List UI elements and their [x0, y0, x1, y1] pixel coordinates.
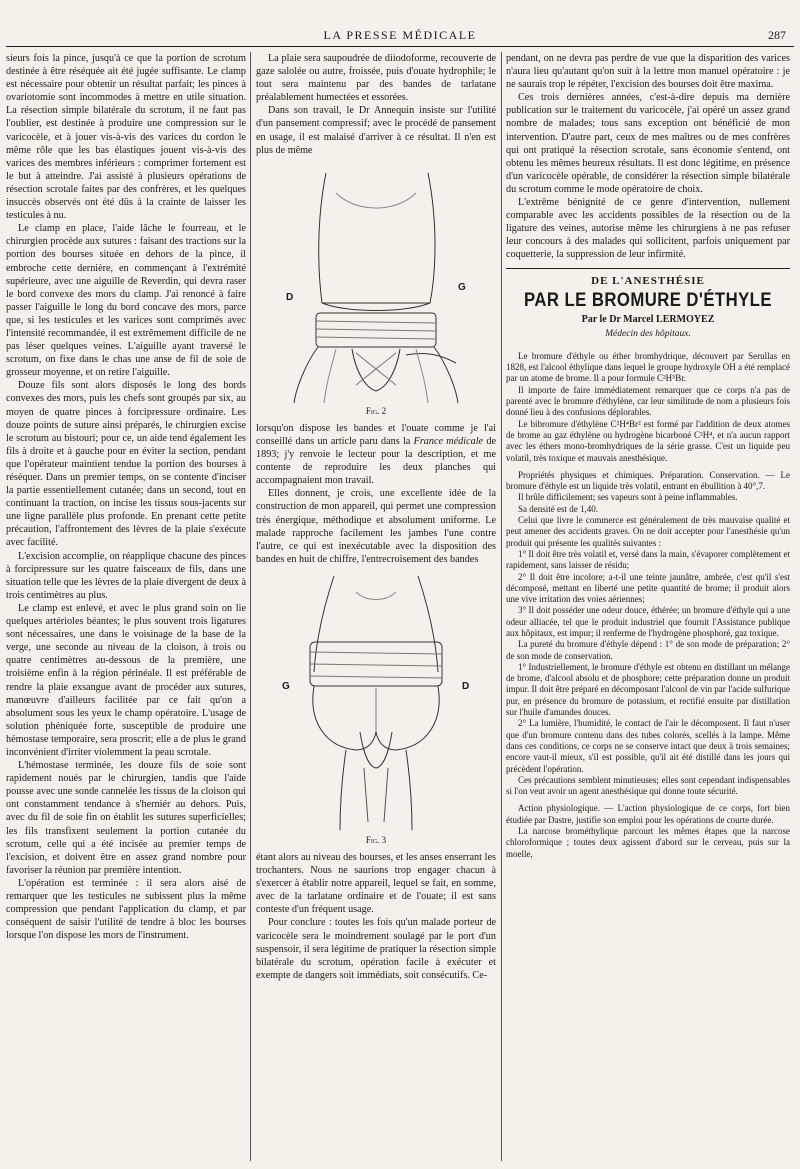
paragraph: Le bromure d'éthyle ou éther bromhydrique, découvert par Serullas en 1828, est l'alcool éthylique dans lequel le groupe hydroxyle OH a été remplacé par un atome de brome. Il a pour formule C²H⁵Br.: [506, 350, 790, 384]
article-body: [506, 351, 790, 860]
running-header: [0, 28, 800, 48]
paragraph: Le clamp en place, l'aide lâche le fourreau, et le chirurgien procède aux sutures : faisant des tractions sur la portion des bourses située en dehors de la pince, il embroche cette dernière, en commençant à l'extrémité supérieure, avec une aiguille de Reverdin, qui devra raser le bord convexe des mors du clamp. J'ai renoncé à faire passer l'aiguille le long du bord concave des mors, parce que, si les testicules et les varices sont comprimés avec l'intensité recommandée, il est extrêmement difficile de ne pas léser quelques veines. L'aiguille ayant traversé le scrotum, on fixe dans le chas une anse de fil de soie de grosseur moyenne, et on retire l'aiguille.: [6, 223, 246, 379]
paragraph: Il importe de faire immédiatement remarquer que ce corps n'a pas de parenté avec le bromure d'éthylène, car leur similitude de nom a plusieurs fois donné lieu à des confusions déplorables.: [506, 384, 790, 418]
column-1: [6, 52, 246, 1157]
journal-title: LA PRESSE MÉDICALE: [323, 28, 477, 42]
paragraph: sieurs fois la pince, jusqu'à ce que la portion de scrotum destinée à être réséquée ait été jugée suffisante. Le clamp est nécessaire pour obtenir un résultat parfait; les pinces à ovariotomie sont incommodes à mettre en utile situation. La résection simple bilatérale du scrotum, il ne faut pas l'oublier, est destinée à produire une compression sur le varicocèle, et à jouer vis-à-vis des varices du cordon le même rôle que les bas élastiques jouent vis-à-vis des varices des membres inférieurs : comprimer fortement est le but à atteindre. J'ai assisté à plusieurs opérations de résection scrotale faites par des confrères, et les quelques insuccès observés ont été dûs à la crainte de laisser les testicules à nu.: [6, 53, 246, 222]
paragraph: Il brûle difficilement; ses vapeurs sont à peine inflammables.: [518, 492, 738, 503]
paragraph-text: lorsqu'on dispose les bandes et l'ouate comme je l'ai conseillé dans un article paru dans la: [256, 422, 496, 447]
paragraph: L'excision accomplie, on réapplique chacune des pinces à forcipressure sur les quatre faisceaux de fils, dans une situation telle que les lèvres de la plaie divergent de deux à trois centimètres au plus.: [6, 550, 246, 601]
paragraph: [256, 422, 496, 487]
paragraph: La pureté du bromure d'éthyle dépend : 1° de son mode de préparation; 2° de son mode de conservation.: [506, 639, 790, 661]
paragraph: 2° La lumière, l'humidité, le contact de l'air le décomposent. Il faut n'user que d'un bromure contenu dans des tubes colorés, scellés à la lampe. Même dans ces conditions, ce corps ne se conserve intact que deux à trois semaines; encore vaut-il mieux, s'il est possible, qu'il ait été distillé dans les jours qui précèdent l'opération.: [506, 718, 790, 774]
figure-3-label-right: D: [462, 680, 470, 692]
paragraph: Action physiologique. — L'action physiologique de ce corps, fort bien étudiée par Dastre, justifie son emploi pour les opérations de courte durée.: [506, 803, 790, 825]
page-number: 287: [768, 28, 786, 42]
paragraph: 2° Il doit être incolore; a-t-il une teinte jaunâtre, ambrée, c'est qu'il s'est décomposé, mettant en liberté une petite quantité de brome; il produit alors une vive irritation des voies aériennes;: [506, 571, 790, 605]
column-divider-right: [501, 52, 502, 1161]
article-title: PAR LE BROMURE D'ÉTHYLE: [524, 289, 772, 311]
paragraph: Dans son travail, le Dr Annequin insiste sur l'utilité d'un pansement compressif; avec le procédé de pansement en usage, il est malaisé d'arriver à ce résultat. Il n'en est plus de même: [256, 105, 496, 156]
column-divider-left: [250, 52, 251, 1161]
paragraph: Ces précautions semblent minutieuses; elles sont cependant indispensables si l'on veut avoir un agent anesthésique qui donne toute sécurité.: [506, 774, 790, 797]
paragraph: La plaie sera saupoudrée de diiodoforme, recouverte de gaze salolée ou autre, froissée, puis d'ouate hydrophile; le tout sera maintenu par des bandes de tarlatane préalablement humectées et essorées.: [256, 53, 496, 104]
paragraph: Ces trois dernières années, c'est-à-dire depuis ma dernière publication sur le traitement du varicocèle, j'ai opéré un assez grand nombre de malades; tous sans exception ont bénéficié de mon intervention. D'autre part, ceux de mes maîtres ou de mes confrères qui ont pratiqué la résection scrotale, sans économie s'entend, ont obtenu les mêmes heureux résultats. Il est donc légitime, en présence d'un varicocèle opérable, de considérer la résection simple bilatérale du scrotum comme le mode opératoire de choix.: [506, 92, 790, 195]
paragraph: Le bibromure d'éthylène C²H⁴Br² est formé par l'addition de deux atomes de brome au gaz éthylène ou hydrogène bicarboné C²H⁴, et n'a aucun rapport avec les éthers mono-bromhydriques de la série grasse. C'est un liquide peu volatil, très toxique et mauvais anesthésique.: [506, 418, 790, 463]
paragraph: 3° Il doit posséder une odeur douce, éthérée; un bromure d'éthyle qui a une odeur alliacée, tel que le produit industriel que fournit l'Assistance publique aux hôpitaux, est impur; il renferme de l'hydrogène phosphoré, gaz toxique.: [506, 605, 790, 638]
paragraph: La narcose brométhylique parcourt les mêmes étapes que la narcose chloroformique ; toutes deux agissent d'abord sur le cerveau, puis sur la moelle,: [506, 826, 790, 859]
figure-3-label-left: G: [282, 680, 290, 692]
paragraph: 1° Il doit être très volatil et, versé dans la main, s'évaporer complètement et rapidement, sans laisser de résidu;: [506, 548, 790, 571]
figure-3-caption: Fig. 3: [365, 834, 387, 845]
paragraph: Le clamp est enlevé, et avec le plus grand soin on lie quelques artérioles béantes; le plus souvent trois ligatures sont nécessaires, une dans le voisinage de la base de la verge, une seconde au niveau de la cloison, à trois ou quatre centimètres au-dessous de la première, une troisième enfin à la région périnéale. Il est préférable de rendre la plaie exsangue avant de procéder aux sutures, manœuvre d'ailleurs facilitée par ce fait qu'on a absolument sous les yeux le champ opératoire. L'usage de solution phéniquée forte, susceptible de produire une hémostase temporaire, sera proscrit; elle a de plus le grand inconvénient d'irriter violemment la peau scrotale.: [6, 602, 246, 758]
figure-3-illustration: [256, 572, 496, 832]
paragraph: Sa densité est de 1,40.: [518, 503, 598, 514]
paragraph: Celui que livre le commerce est généralement de très mauvaise qualité et peut amener des accidents graves. On ne doit accepter pour l'anesthésie qu'un produit qui présente les qualités suivantes :: [506, 515, 790, 548]
paragraph: pendant, on ne devra pas perdre de vue que la disparition des varices n'aura lieu qu'autant qu'on suit à la lettre mon manuel opératoire : je ne saurais trop le répéter, l'excision des bourses doit être maxima.: [506, 53, 790, 91]
column-3: [506, 52, 790, 1157]
column-2: [256, 52, 496, 1157]
header-rule: [6, 46, 794, 47]
figure-2-caption: Fig. 2: [365, 405, 387, 416]
paragraph: Propriétés physiques et chimiques. Préparation. Conservation. — Le bromure d'éthyle est un liquide très volatil, entrant en ébullition à 40°,7.: [506, 469, 790, 492]
figure-3: [256, 572, 496, 847]
journal-reference: France médicale: [413, 435, 484, 447]
paragraph: Douze fils sont alors disposés le long des bords convexes des mors, puis les chefs sont groupés par six, au moyen de quatre pinces à forcipressure ordinaire. Les douze points de suture ainsi préparés, le chirurgien excise le scrotum au bistouri; pour ce, un aide tend également les fils à droite et à gauche pour en éviter la section, pendant que l'opérateur maintient tendue la portion des bourses à réséquer. Dans un premier temps, on se contente d'inciser la partie essentiellement cutanée; dans un second, tout en continuant la traction, on incise les tissus sous-jacents sur une ligne parallèle plus profonde. En prenant cette petite précaution, l'affrontement des lèvres de la plaie s'exécute avec facilité.: [6, 380, 246, 549]
paragraph-text: de 1893; j'y renvoie le lecteur pour la description, et me contente de reproduire les deux planches qui accompagnaient mon travail.: [256, 435, 496, 487]
section-rule: [506, 268, 790, 269]
paragraph: étant alors au niveau des bourses, et les anses enserrant les trochanters. Nous ne saurions trop engager chacun à s'exercer à établir notre appareil, lequel se fait, en somme, avec de la tarlatane ordinaire et de l'ouate; il est sans conteste d'un fréquent usage.: [256, 851, 496, 916]
paragraph: Pour conclure : toutes les fois qu'un malade porteur de varicocèle sera le moindrement soulagé par le port d'un suspensoir, il sera légitime de pratiquer la résection simple bilatérale du scrotum, opération facile à exécuter et exempte de dangers soit immédiats, soit consécutifs. Ce-: [256, 917, 496, 981]
figure-2-label-left: D: [286, 291, 294, 303]
paragraph: L'extrême bénignité de ce genre d'intervention, nullement comparable avec les accidents possibles de la résection ou de la ligature des veines, autorise même les chirurgiens à ne pas refuser leur concours à des malades qui sollicitent, parfois uniquement par coquetterie, la suppression de leur infirmité.: [506, 197, 790, 261]
paragraph: L'hémostase terminée, les douze fils de soie sont rapidement noués par le chirurgien, tandis que l'aide pousse avec une sonde cannelée les tissus de la cloison qui ont constamment tendance à s'herniér au dehors. Puis, avec du fil de soie fin on établit les sutures superficielles; les fils transfixent seulement la portion cutanée du scrotum, celle qui a été incisée au premier temps de l'excision, et doivent être en assez grand nombre pour favoriser la réunion par première intention.: [6, 760, 246, 876]
author-affiliation: Médecin des hôpitaux.: [605, 328, 691, 339]
article-byline: Par le Dr Marcel LERMOYEZ: [581, 313, 715, 325]
paragraph: L'opération est terminée : il sera alors aisé de remarquer que les testicules ne subissent plus la même compression que pendant l'application du clamp, et par conséquent de saisir l'utilité de tendre à bloc les bourses lorsque l'on dispose les mors de l'instrument.: [6, 877, 246, 942]
paragraph: 1° Industriellement, le bromure d'éthyle est obtenu en distillant un mélange de brome, d'alcool absolu et de phosphore; cette préparation donne un produit impur. Il doit être préparé en décomposant l'alcool de vin par l'acide sulfurique pur, en présence du bromure de potassium, et rectifié ensuite par distillation sur l'huile d'amandes douces.: [506, 661, 790, 718]
paragraph: Elles donnent, je crois, une excellente idée de la construction de mon appareil, qui permet une compression très énergique, méthodique et absolument uniforme. Le malade rapproche facilement les jambes l'une contre l'autre, ce qui est inexécutable avec la disposition des bandes en huit de chiffre, l'entrecroisement des bandes: [256, 488, 496, 565]
figure-2: [256, 163, 496, 418]
figure-2-label-right: G: [458, 281, 466, 293]
section-rubric: DE L'ANESTHÉSIE: [591, 274, 705, 287]
